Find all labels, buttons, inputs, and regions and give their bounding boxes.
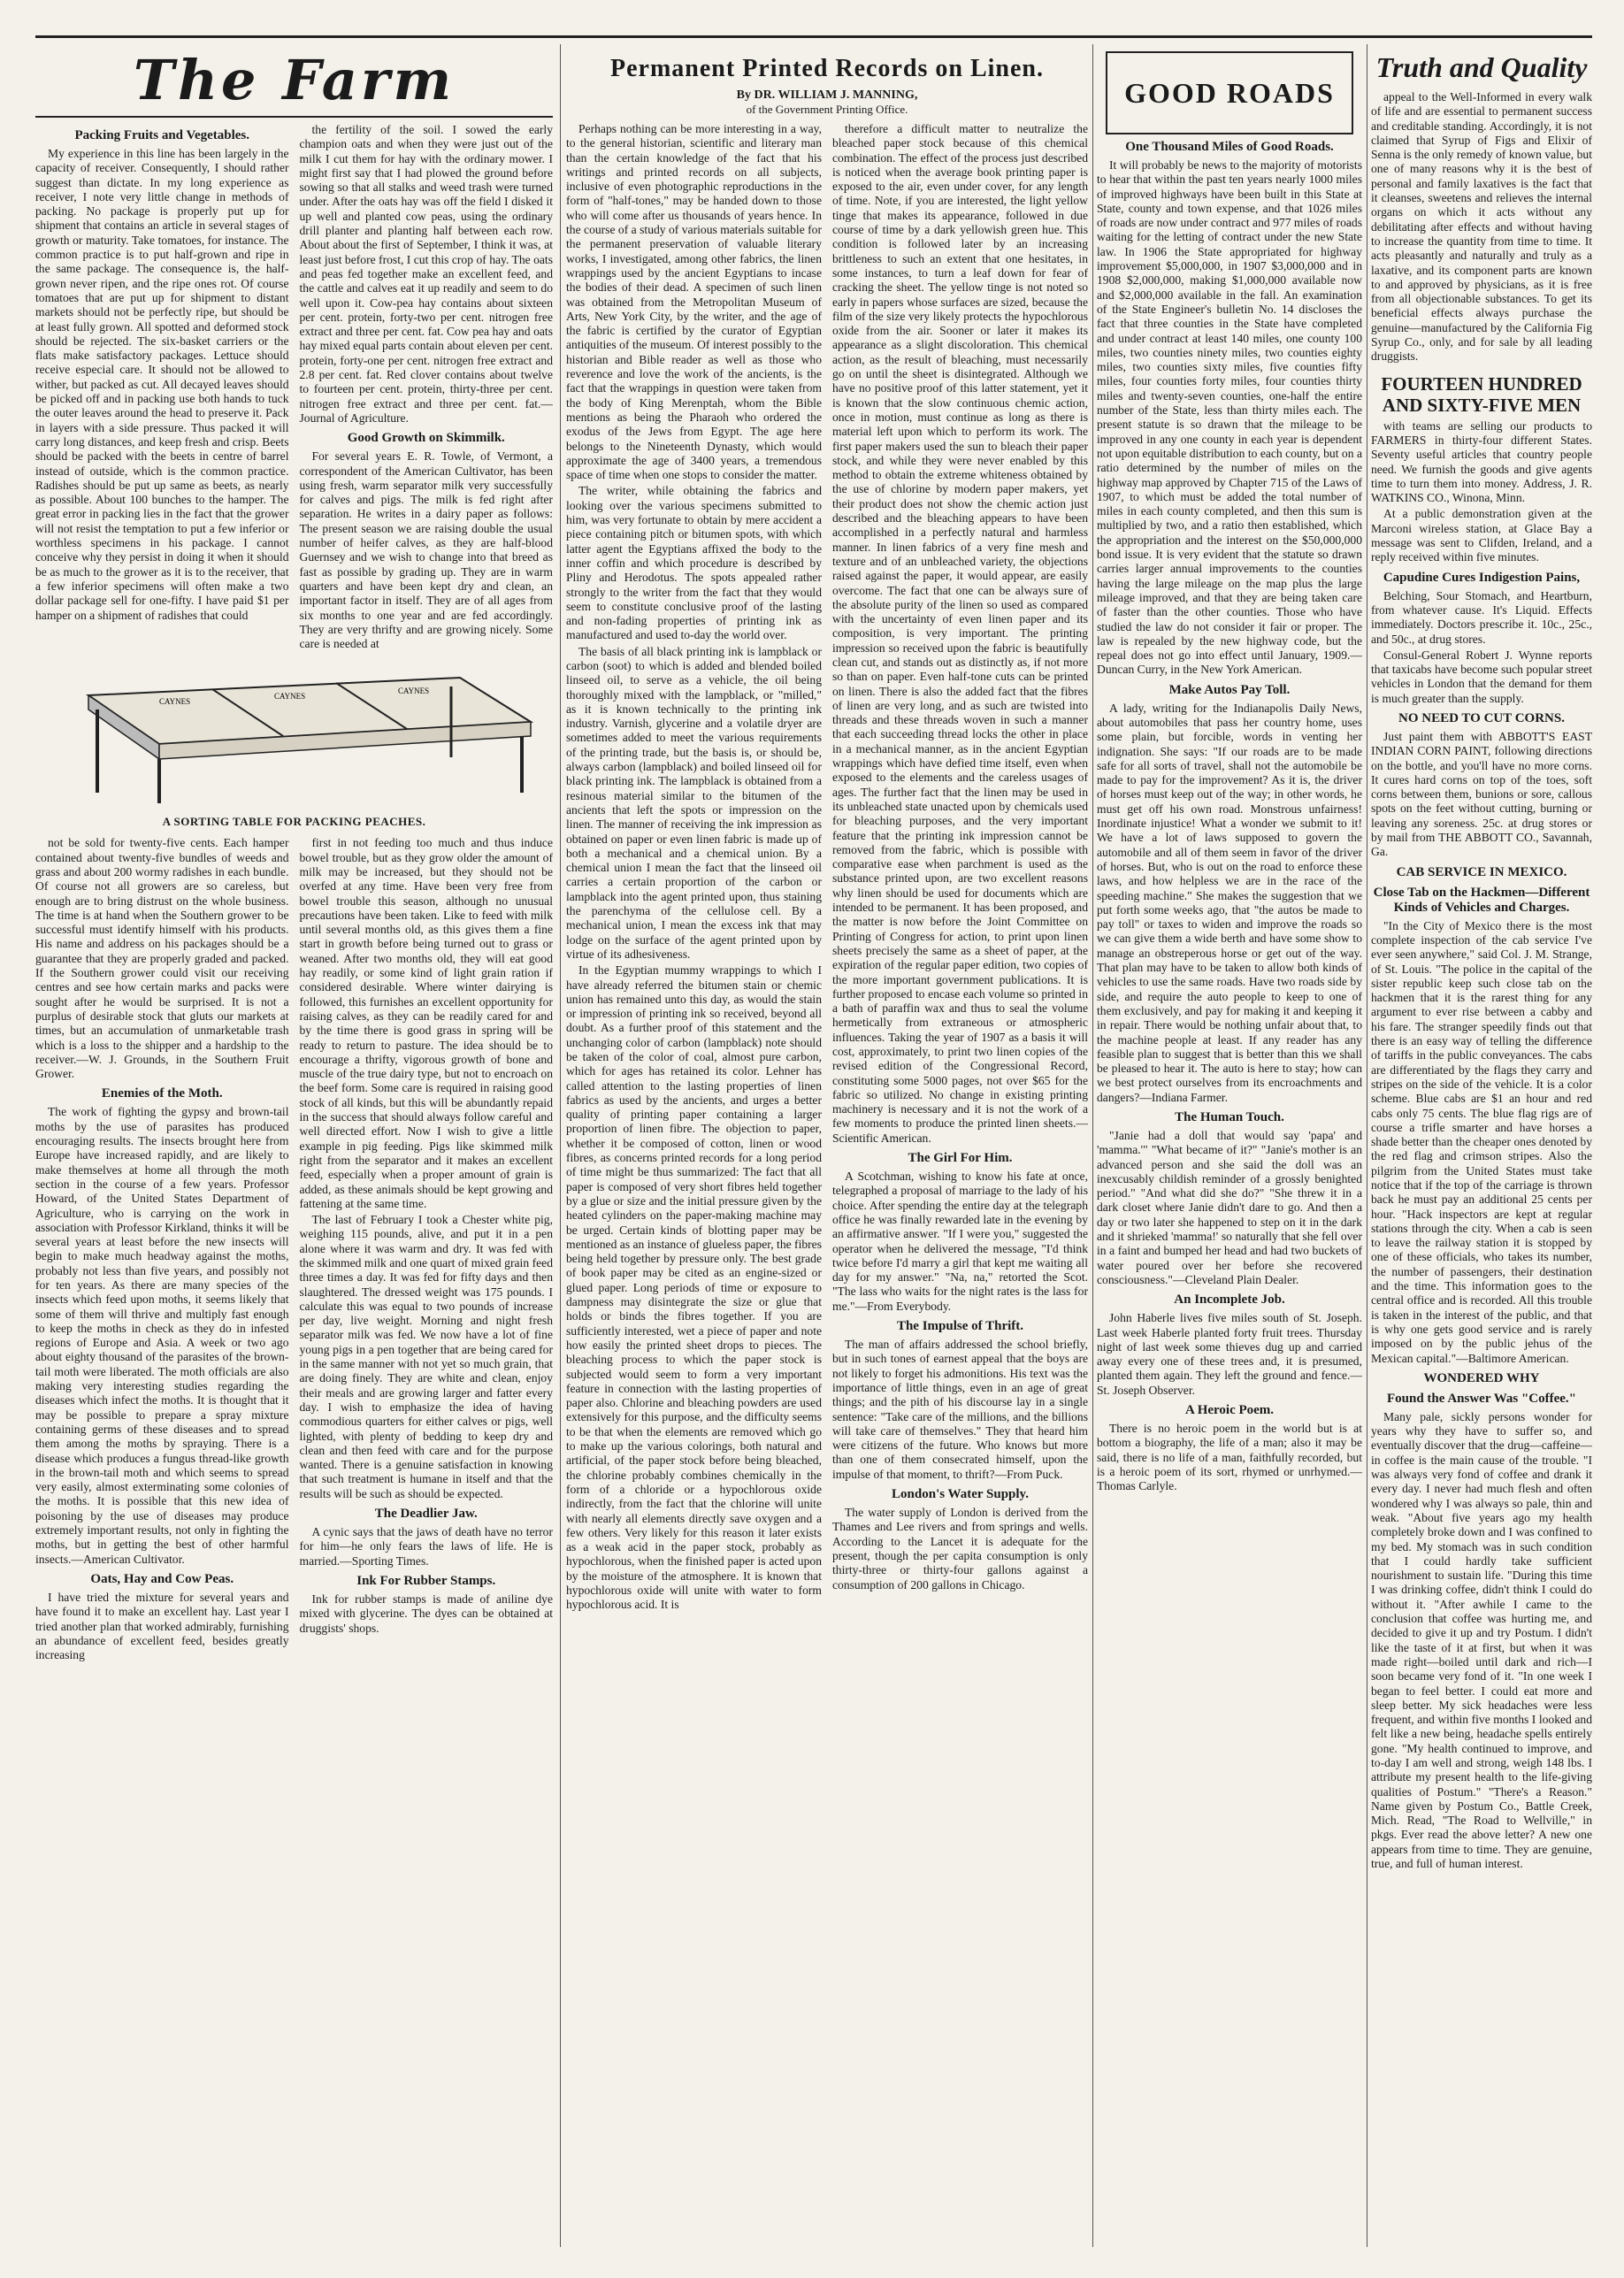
men-heading: FOURTEEN HUNDRED AND SIXTY-FIVE MEN — [1381, 372, 1582, 416]
newspaper-page — [35, 35, 1592, 2247]
miles-heading: One Thousand Miles of Good Roads. — [1125, 140, 1334, 154]
pig-text: The last of February I took a Chester white pig, weighing 115 pounds, alive, and put it in a pen alone where it was warm and dry. It was fed with the skimmed milk and one quart of mixed grain feed three times a day. It was fed for fifty days and then slaughtered. The dressed weight was 175 pounds. I calculate this was equal to two pounds of increase per day, live weight. Morning and night fresh separator milk was fed. We now have a lot of fine young pigs in a pen together that are being cared for in the same manner with not yet so much grain, that are doing finely. They are white and clean, enjoy their meals and are growing larger and fatter every day. I wish to emphasize the idea of having commodious quarters for either calves or pigs, well lighted, with plenty of bedding to keep dry and clean and then feed with care and for the purpose wanted. There is a genuine satisfaction in knowing that such treatment is humane in itself and that the results will be such as should be expected. — [299, 1213, 553, 1500]
wondered-heading: WONDERED WHY — [1423, 1370, 1540, 1385]
packing-text: My experience in this line has been largely in the capacity of receiver. Consequently, I should rather suggest than dictate. In my long experience as receiver, I note very little change in methods of packing. No package is properly put up for shipment that contains an article in several stages of growth or maturity. Take tomatoes, for instance. The common practice is to put half-grown and ripe in the same package. The consequence is, the half-grown never ripen, and the ripe ones rot. Of course tomatoes that are put up for shipment to distant markets should not be perfectly ripe, but should be at least fully grown. All spotted and deformed stock should be rejected. The six-basket carriers or the flats make satisfactory packages. Lettuce should receive especial care. It should not be allowed to wither, but packed as cut. All decayed leaves should be picked off and in packing use both hands to tuck the outer leaves around the head to preserve it. Pack in layers with a side pressure. Thus packed it will carry long distances, and keep fresh and crisp. Beets should be packed with the beets in centre of barrel instead of outside, which is the common practice. Radishes should be put up same as beets, as nearly as possible. About 100 bunches to the hamper. The great error in packing lies in the fact that the grower will not resist the temptation to put a few inferior or worthless specimens in his package. I cannot conceive why they persist in doing it when it should be as much to the grower as it is to the receiver, that a few inferior specimens will often make a two dollar package sell for one-fifty. I have paid $1 per hamper on a shipment of radishes that could — [35, 147, 289, 622]
truth-column — [1371, 48, 1592, 2247]
crate-label: CAYNES — [398, 686, 430, 696]
wondered-text: Many pale, sickly persons wonder for years why they have to suffer so, and eventually discover that the drug—caffeine—in coffee is the main cause of the trouble. "I was always very fond of coffee and drank it every day. I never had much flesh and often wondered why I was always so pale, thin and weak. "About five years ago my health completely broke down and I was confined to my bed. My stomach was in such condition that I could hardly take sufficient nourishment to sustain life. "During this time I was drinking coffee, didn't think I could do without it. "After awhile I came to the conclusion that coffee was hurting me, and decided to give it up and try Postum. I didn't like the taste of it at first, but when it was made right—boiled until dark and rich—I soon became very fond of it. "In one week I began to feel better. I could eat more and sleep better. My sick headaches were less frequent, and within five months I looked and felt like a new being, headache spells entirely gone. "My health continued to improve, and to-day I am well and strong, weigh 148 lbs. I attribute my present health to the life-giving qualities of Postum." "There's a Reason." Name given by Postum Co., Battle Creek, Mich. Read, "The Road to Wellville," in pkgs. Ever read the above letter? A new one appears from time to time. They are genuine, true, and full of human interest. — [1371, 1409, 1592, 1871]
ink-heading: Ink For Rubber Stamps. — [356, 1573, 496, 1588]
crate-label: CAYNES — [159, 697, 191, 707]
good-roads-column — [1097, 48, 1362, 2247]
london-heading: London's Water Supply. — [892, 1487, 1029, 1502]
farm-upper — [35, 123, 553, 653]
column-rule — [1092, 44, 1093, 2247]
radishes-text: not be sold for twenty-five cents. Each hamper contained about twenty-five bundles of weeds and grass and about 200 wormy radishes in each bundle. Of course not all growers are so careless, but enough are to bring distrust on the whole business. The time is at hand when the Southern grower to be successful must identify himself with his products. His name and address on his packages should be a guarantee that they are properly graded and packed. If the Southern grower could visit our receiving centres and see how certain marks and packs were sought after he would be surprised. It is not a purplus of desirable stock that gluts our markets at times, but an accumulation of unmarketable trash which is a loss to the shipper and a hardship to the receiver.—W. J. Grounds, in the Southern Fruit Grower. — [35, 836, 289, 1081]
linen-text-5: therefore a difficult matter to neutralize the bleached paper stock because of this chemical combination. The effect of the process just described is noticed when the average book printing paper is exposed to the air, even under cover, for any length of time. Note, if you are interested, the light yellow tinge that makes its appearance, followed in due course of time by a dark yellowish green hue. This condition is followed later by an increasing brittleness to such an extent that one hesitates, in some instances, to turn a leaf down for fear of cracking the sheet. The yellow tinge is not noted so early in papers whose surfaces are sized, because the film of the size very likely protects the hypochlorous oxide from the air. Sooner or later it makes its appearance as a slight discoloration. This chemical action, as the result of bleaching, must necessarily go on until the sheet is disintegrated. Although we have no positive proof of this latter statement, yet it is known that the slow continuous chemic action, once in motion, must continue as long as there is material left upon which to perform its work. The first paper makers used the sun to bleach their paper stock, and while they were never enabled by this method to obtain the extreme whiteness obtained by the use of chlorine by modern paper makers, yet their product does not show the chemic action just described and the bleaching appears to have been accomplished in a perfectly natural and harmless manner. In linen fabrics of a very fine mesh and texture and of an unbleached variety, the objections raised against the paper, it would appear, are easily overcome. The fact that one can be always sure of the absolute purity of the linen so used as compared with the uncertainty of even linen paper and its composition, is very important. The printing impression so received upon the fabric is beautifully clean cut, and stands out as distinctly as, if not more so than on paper. Even half-tone cuts can be printed on linen. There is also the added fact that the fibres of linen are very long, and as such are twisted into threads and these threads woven in such a manner that each succeeding thread locks the other in place in a mechanical manner, as in the ancient Egyptian wrappings which have defied time itself, even when exposed to the elements and the careless usages of ages. The further fact that the linen may be used in its unbleached state unacted upon by chemicals used for bleaching purposes, and the very important feature that the printing ink impression cannot be removed from the fabric, which is possible with comparative ease when parchment is used as the substance printed upon, are two excellent reasons why linen should be used for documents which are intended to be permanent. It has been proposed, and the matter is now before the Joint Committee on Printing of Congress for action, to print upon linen sheets precisely the same as a sheet of paper, at the expiration of the regular paper edition, two copies of the more important government publications. It is further proposed to encase each volume so printed in a bath of paraffin wax and thus to seal the volume hermetically from extraneous or atmospheric influences. Taking the year of 1907 as a basis it will cost, approximately, to print two linen copies of the revised edition of the Congressional Record, constituting some 5000 pages, not over $65 for the fabric so utilized. No change in existing printing machinery is necessary and it is not the work of a few moments to produce the printed linen sheets.—Scientific American. — [832, 122, 1088, 1145]
fertility-text: the fertility of the soil. I sowed the early champion oats and when they were just out of the milk I cut them for hay with the ordinary mower. I might first say that I had plowed the ground before sowing so that all stalks and weed trash were turned under. After the oats hay was off the field I disked it up well and planted cow peas, using the ordinary drill planter and planting half between each row. About about the first of September, I think it was, at least just before frost, I cut this crop of hay. The oats and peas fed together make an excellent feed, and the cattle and calves eat it up readily and seem to do well upon it. Cow-pea hay contains about sixteen per cent. protein, forty-two per cent. nitrogen free extract and three per cent. fat. Cow pea hay and oats hay mixed equal parts contain about eleven per cent. protein, forty-one per cent. nitrogen free extract and 2.8 per cent. fat. Red clover contains about twelve to fourteen per cent. protein, thirty-three per cent. nitrogen free extract and three per cent. fat.—Journal of Agriculture. — [299, 123, 553, 425]
cab-subheading: Close Tab on the Hackmen—Different Kinds of Vehicles and Charges. — [1373, 885, 1590, 915]
capudine-text: Belching, Sour Stomach, and Heartburn, from whatever cause. It's Liquid. Effects immediately. Doctors prescribe it. 10c., 25c., and 50c., at drug stores. — [1371, 588, 1592, 646]
top-rule — [35, 35, 1592, 38]
thrift-text: The man of affairs addressed the school briefly, but in such tones of earnest appeal that the boys are not likely to forget his admonitions. His text was the importance of little things, even in an age of great things; and the pith of his discourse lay in a single sentence: "Take care of the millions, and the billions will take care of themselves." They that heard him were citizens of the future. Who knows but more than one of them consecrated himself, upon the impulse of that moment, to thrift?—From Puck. — [832, 1338, 1088, 1481]
linen-body — [566, 122, 1088, 1615]
skimmilk-heading: Good Growth on Skimmilk. — [347, 431, 505, 446]
truth-title: Truth and Quality — [1375, 51, 1588, 83]
linen-column — [566, 48, 1088, 2247]
linen-text-1: Perhaps nothing can be more interesting in a way, to the general historian, scientific and literary man than the certain knowledge of the fact that his writings and printed records on all subjects, inclusive of even photographic reproductions in the form of "half-tones," may be handed down to those who will come after us thousands of years hence. In the course of a study of various materials suitable for the permanent preservation of valuable literary works, I investigated, among other fabrics, the linen wrappings used by the ancient Egyptians to incase the bodies of their dead. A specimen of such linen was obtained from the Metropolitan Museum of Arts, New York City, by the writer, and the age of the fabric is certified by the curator of Egyptian antiquities of the museum. Of interest possibly to the historian and Bible reader as well as those who reverence and love the work of the ancients, is the fact that the wrappings in question were taken from the body of King Merenptah, whom the Bible mentions as being the Pharaoh who ordered the exodus of the Jews from Egypt. The age here belongs to the Nineteenth Dynasty, which would approximate the age of 3400 years, a tremendous space of time when one stops to consider the matter. — [566, 122, 822, 482]
oats-text: I have tried the mixture for several years and have found it to make an excellent hay. Last year I tried another plan that worked admirably, furnishing an abundance of excellent feed, besides greatly increasing — [35, 1590, 289, 1662]
miles-text: It will probably be news to the majority of motorists to hear that within the past ten years nearly 1000 miles of improved highways have been built in this State at State, county and town expense, and that 1026 miles of roads are now under contract and 977 miles of roads waiting for the letting of contract under the new State law. In 1906 the State appropriated for highway improvement $5,000,000, in 1907 $3,000,000 and in 1908 $2,000,000, making $1,000,000 available now and $2,000,000 available in the fall. An examination of the State Engineer's bulletin No. 14 discloses the fact that three counties in the State have completed and under contract at least 140 miles, one county 100 miles, two counties ninety miles, two counties eighty miles, two counties sixty miles, five counties fifty miles, four counties forty miles, four counties thirty miles and twenty-seven counties, one-half the entire number of the State, less than thirty miles each. The present statute is so drawn that the mileage to be improved in any one county in each year is dependent not upon equitable distribution to each county, but on a ratio determined by the number of miles on the highway map approved by Chapter 715 of the Laws of 1907, to which must be added the total number of miles in each county completed, and then this sum is multiplied by two, and a ratio then established, which the appropriation and the interest on the $50,000,000 bond issue. It is very evident that the statute so drawn carries larger annual improvements to the counties having the large mileage on the map plus the large mileage improved, and that they are being taken care of faster than the other counties. Those who have studied the law do not consider it fair or proper. The law is repealed by the new highway code, but the repeal does not go into effect until January, 1909.—Duncan Curry, in the New York American. — [1097, 158, 1362, 677]
good-roads-banner: GOOD ROADS — [1106, 51, 1353, 134]
cab-text: "In the City of Mexico there is the most complete inspection of the cab service I've ever seen anywhere," said Col. J. M. Strange, of St. Louis. "The police in the capital of the sister republic keep such close tab on the hackmen that it is the rarest thing for any argument to ever rise between a cabby and his fare. The stranger speedily finds out that there is an easy way of telling the difference of tariffs in the public conveyances. The cabs are differentiated by the flags they carry and stripes on the side of the vehicle. It is a color scheme. Blue cabs are $1 an hour and red cabs only 75 cents. The blue flag rigs are of course a trifle smarter and have horses a shade better than the cheaper ones denoted by the red flag and crimson stripes. Also the pilgrim from the United States must take notice that if the top of the carriage is thrown back he must pay an additional 25 cents per hour. "Hack inspectors are kept at regular stations through the city. When a cab is seen to leave the railway station it is stopped by one of these officials, who takes its number, the number of passengers, their destination and the time. This information goes to the central office and is recorded. All this trouble is taken in the interest of the public, and that is why one gets good service and is rarely imposed on by the public jehus of the Mexican capital."—Baltimore American. — [1371, 918, 1592, 1365]
job-heading: An Incomplete Job. — [1174, 1292, 1285, 1308]
autos-heading: Make Autos Pay Toll. — [1168, 682, 1291, 697]
moth-heading: Enemies of the Moth. — [101, 1086, 223, 1101]
packing-heading: Packing Fruits and Vegetables. — [74, 128, 250, 142]
consul-text: Consul-General Robert J. Wynne reports that taxicabs have become such popular street vehicles in London that the demand for them is much greater than the supply. — [1371, 648, 1592, 705]
figure-caption: A SORTING TABLE FOR PACKING PEACHES. — [162, 815, 426, 829]
linen-text-2: The writer, while obtaining the fabrics and looking over the various specimens submitted to him, was very fortunate to obtain by mere accident a piece containing pitch or bitumen spots, with which latter agent the Egyptians affixed the body to the inner coffin and which procedure is described by Pliny and Herodotus. The spots appealed rather strongly to the writer from the fact that they would seem to constitute conclusive proof of the lasting and non-fading properties of printing ink as manufactured and used to-day the world over. — [566, 484, 822, 642]
first-feeding-text: first in not feeding too much and thus induce bowel trouble, but as they grow older the amount of milk may be increased, but they should not be overfed at any time. Have been very free from bowel trouble this season, although no unusual precautions have been taken. Like to feed with milk until several months old, as this gives them a fine start in growth before being turned out to grass or weaned. After two months old, they will eat good hay readily, or some kind of light grain ration if considered desirable. Where winter dairying is followed, this furnishes an excellent opportunity for raising calves, as they can be readily cared for and by the time there is good grass in spring will be ready to return to pasture. The idea should be to encourage a thrifty, vigorous growth of bone and muscle of the true dairy type, but not to encroach on the beef form. Some care is required in raising good stock of all kinds, but this will be abundantly repaid in the success that should always follow careful and well directed effort. Now I wish to give a little example in pig feeding. Pigs like skimmed milk right from the separator and it makes an excellent feed, especially when a proper amount of grain is added, as these animals should be kept growing and fattening at the same time. — [299, 836, 553, 1210]
linen-byline-office: of the Government Printing Office. — [746, 103, 908, 116]
linen-byline: By DR. WILLIAM J. MANNING, — [736, 88, 918, 102]
skimmilk-text: For several years E. R. Towle, of Vermont, a correspondent of the American Cultivator, has been using fresh, warm separator milk very successfully for calves and pigs. The milk is fed right after separation. He writes in a dairy paper as follows: The present season we are raising double the usual number of heifer calves, as they are half-blood Guernsey and we wish to change into that breed as fast as possible by grading up. They are in warm quarters and have been kept dry and clean, an important factor in itself. They are of all ages from six months to one year and are fed accordingly. They are very thrifty and are growing nicely. Some care is needed at — [299, 449, 553, 651]
wondered-subheading: Found the Answer Was "Coffee." — [1386, 1391, 1577, 1406]
cab-heading: CAB SERVICE IN MEXICO. — [1396, 864, 1567, 879]
linen-text-3: The basis of all black printing ink is lampblack or carbon (soot) to which is added and blended boiled linseed oil, to serve as a vehicle, the oil being thoroughly mixed with the lampblack, or "milled," as it is known technically to the printing ink industry. Varnish, glycerine and a volatile dryer are sometimes added to meet the various requirements of the printing trade, but the basis is, or should be, always carbon (lampblack) and boiled linseed oil for black printing ink. The lampblack is obtained from a resinous material similar to the bitumen of the ancients that left the spots or impression on the linen. The manner of receiving the ink impression as obtained on paper or even linen fabric is made up of both a mechanical and a chemical union. By a chemical union I mean the fact that the linseed oil carries a certain proportion of the carbon or lampblack into the agent printed upon, thus staining the parenchyma of the cellulose cell. By a mechanical union, I mean the excess ink that may lodge on the surface of the agent printed upon by virtue of its adhesiveness. — [566, 644, 822, 961]
poem-heading: A Heroic Poem. — [1184, 1403, 1275, 1418]
touch-text: "Janie had a doll that would say 'papa' and 'mamma.'" "What became of it?" "Janie's mother is an advanced person and she said the doll was an inexcusably childish reminder of a grossly benighted period." "And what did she do?" "She threw it in a dark closet where Janie didn't dare to go. And then a day or two later she happened to step on it in the dark and it shrieked 'mamma!' so naturally that she fell over in a faint and bumped her head and had two buckets of water poured over her before she recovered consciousness."—Cleveland Plain Dealer. — [1097, 1129, 1362, 1286]
demo-text: At a public demonstration given at the Marconi wireless station, at Glace Bay a message was sent to Clifden, Ireland, and a reply received within five minutes. — [1371, 507, 1592, 564]
men-text: with teams are selling our products to FARMERS in thirty-four different States. Seventy useful articles that country people need. We furnish the goods and give agents time to turn them into money. Address, J. R. WATKINS CO., Winona, Minn. — [1371, 418, 1592, 505]
ink-text: Ink for rubber stamps is made of aniline dye mixed with glycerine. The dyes can be obtained at druggists' shops. — [299, 1592, 553, 1635]
linen-text-4: In the Egyptian mummy wrappings to which I have already referred the bitumen stain or chemic union has remained unto this day, as would the stain or impression of printing ink so received, beyond all doubt. As a further proof of this statement and the unchanging color of carbon (lampblack) note should be taken of the color of coal, almost pure carbon, which for ages has retained its color. Lehner has called attention to the lasting properties of linen fabrics as used by the ancients, and urges a better quality of printing paper containing a larger proportion of linen fibre. The objection to paper, whether it be composed of cotton, linen or wood fibres, as concerns printed records for a long period of time might be thus summarized: The fact that all paper is composed of very short fibres held together by a glue or size and the initial pressure given by the heated cylinders on the paper-making machine may be urged. Certain kinds of blotting paper may be mentioned as an instance of glueless paper, the fibres being held together by pressure only. The best grade of book paper may be cited as an engine-sized or glued paper. Long periods of time or exposure to dampness may disintegrate the size or glue that holds or binds the fibres together. If you are sufficiently interested, wet a piece of paper and note how easily the printed sheet drops to pieces. The bleaching process to which the paper stock is subjected would seem to form a very important feature in connection with the lasting properties of paper also. Chlorine and bleaching powders are used extensively for this purpose, and the difficulty seems to be that when the elements are removed which go to make up the various colorings, both natural and artificial, of the paper stock before being bleached, the chlorine probably combines chemically in the form of a chloride or a hypochlorous oxide indirectly, from the fact that the chlorine will unite with nearly all elements directly save oxygen and a few others. Very likely for this reason it later exists as a weak acid in the paper stock, probably as hypochlorous, when the finished paper is acted upon by the moisture of the atmosphere. It is known that hypochlorous oxide will unite with water to form hypochlorous acid. It is — [566, 963, 822, 1612]
thrift-heading: The Impulse of Thrift. — [896, 1319, 1024, 1334]
sorting-table-figure — [35, 660, 553, 829]
farm-masthead: The Farm — [35, 48, 553, 118]
job-text: John Haberle lives five miles south of St. Joseph. Last week Haberle planted forty fruit trees. Thursday night of last week some thieves dug up and carried away every one of these trees and, it is presumed, planted them again. They left the ground and fence.—St. Joseph Observer. — [1097, 1311, 1362, 1397]
corns-heading: NO NEED TO CUT CORNS. — [1398, 710, 1565, 725]
touch-heading: The Human Touch. — [1175, 1110, 1284, 1124]
deadlier-text: A cynic says that the jaws of death have no terror for him—he only fears the laws of life. He is married.—Sporting Times. — [299, 1525, 553, 1568]
corns-text: Just paint them with ABBOTT'S EAST INDIAN CORN PAINT, following directions on the bottle, and you'll have no more corns. It cures hard corns on top of the toes, soft corns between them, bunions or sore, callous spots on the feet without cutting, burning or leaving any soreness. 25c. at drug stores or by mail from THE ABBOTT CO., Savannah, Ga. — [1371, 729, 1592, 859]
moth-text: The work of fighting the gypsy and brown-tail moths by the use of parasites has produced encouraging results. The insects brought here from Europe have increased rapidly, and are likely to make themselves at home all through the moth section in the course of a few years. Professor Howard, of the United States Department of Agriculture, who is carrying on the work in association with Professor Kirkland, thinks it will be several years at least before the new insects will begin to make much headway against the moths, probably not less than five years, and possibly not for ten years. As there are many species of the insects which feed upon moths, it seems likely that some of them will thrive and multiply fast enough to keep the moths in check as they do in infested regions of Europe and Asia. A week or two ago about eighty thousand of the parasites of the brown-tail moth were liberated. The moth officials are also making very interesting studies regarding the diseases which infect the moths. It is thought that it may be possible to prepare a spray mixture containing germs of these diseases and to spread them among the moths by spraying. There is a disease which produces a fungus thread-like growth in the brown-tail moth and which seems to spread very easily, almost exterminating some colonies of the moths. It is possible that this new idea of poisoning by the use of diseases may produce extremely important results, not only in fighting the moths, but in getting the best of other harmful insects.—American Cultivator. — [35, 1105, 289, 1566]
sorting-table-illustration — [35, 660, 553, 810]
crate-label: CAYNES — [274, 692, 306, 702]
capudine-heading: Capudine Cures Indigestion Pains, — [1383, 570, 1581, 585]
column-rule — [560, 44, 561, 2247]
oats-heading: Oats, Hay and Cow Peas. — [90, 1571, 234, 1586]
truth-text: appeal to the Well-Informed in every walk of life and are essential to permanent success and creditable standing. Accordingly, it is not claimed that Syrup of Figs and Elixir of Senna is the only remedy of known value, but one of many reasons why it is the best of personal and family laxatives is the fact that it cleanses, sweetens and relieves the internal organs on which it acts without any debilitating after effects and without having to increase the quantity from time to time. It acts pleasantly and naturally and truly as a laxative, and its component parts are known to and approved by physicians, as it is free from all objectionable substances. To get its beneficial effects always purchase the genuine—manufactured by the California Fig Syrup Co., only, and for sale by all leading druggists. — [1371, 90, 1592, 364]
girl-heading: The Girl For Him. — [908, 1151, 1013, 1166]
linen-title: Permanent Printed Records on Linen. — [610, 55, 1044, 82]
poem-text: There is no heroic poem in the world but is at bottom a biography, the life of a man; also it may be said, there is no life of a man, faithfully recorded, but is a heroic poem of its sort, rhymed or unrhymed.—Thomas Carlyle. — [1097, 1422, 1362, 1493]
london-text: The water supply of London is derived from the Thames and Lee rivers and from springs and wells. According to the Lancet it is adequate for the present, though the per capita consumption is only thirty-three or thirty-four gallons against a consumption of 200 gallons in Chicago. — [832, 1506, 1088, 1592]
autos-text: A lady, writing for the Indianapolis Daily News, about automobiles that pass her country home, uses some plain, but forcible, words in venting her indignation. She says: "If our roads are to be made safe for all sorts of travel, shall not the automobile be made to pay for the improvement? As it is, the driver of horses must keep out of the way; in other words, he must get off his own road. Monstrous unfairness! Inordinate injustice! What a wonder we submit to it! We have a lot of laws supposed to govern the automobile and all of them seem in favor of the driver of horses. But, who is out on the road to enforce these laws, and how helpless we are in the race of the speeding machine." She makes the suggestion that we put forth some weeks ago, that "the autos be made to pay toll" or taxes to widen and improve the roads so we can give them a wide berth and have some show to manage an obstreperous horse or get out of the way. That plan may have to be taken to allow both kinds of vehicles to use the same roads. Have two roads side by side, and require the auto people to keep to one of them exclusively, and pay for making it and keeping it in repair. There would be nothing unfair about that, to the machine people at least. If any reader has any feasible plan to suggest that is better than this we shall be pleased to hear it. The auto is here to stay; how can we best protect ourselves from its encroachments and dangers?—Indiana Farmer. — [1097, 701, 1362, 1104]
girl-text: A Scotchman, wishing to know his fate at once, telegraphed a proposal of marriage to the lady of his choice. After spending the entire day at the telegraph office he was finally rewarded late in the evening by an affirmative answer. "If I were you," suggested the operator when he delivered the message, "I'd think twice before I'd marry a girl that kept me waiting all day for my answer." "Na, na," retorted the Scot. "The lass who waits for the night rates is the lass for me."—From Everybody. — [832, 1170, 1088, 1313]
farm-lower — [35, 836, 553, 1664]
deadlier-heading: The Deadlier Jaw. — [374, 1507, 478, 1522]
farm-column — [35, 48, 553, 2247]
